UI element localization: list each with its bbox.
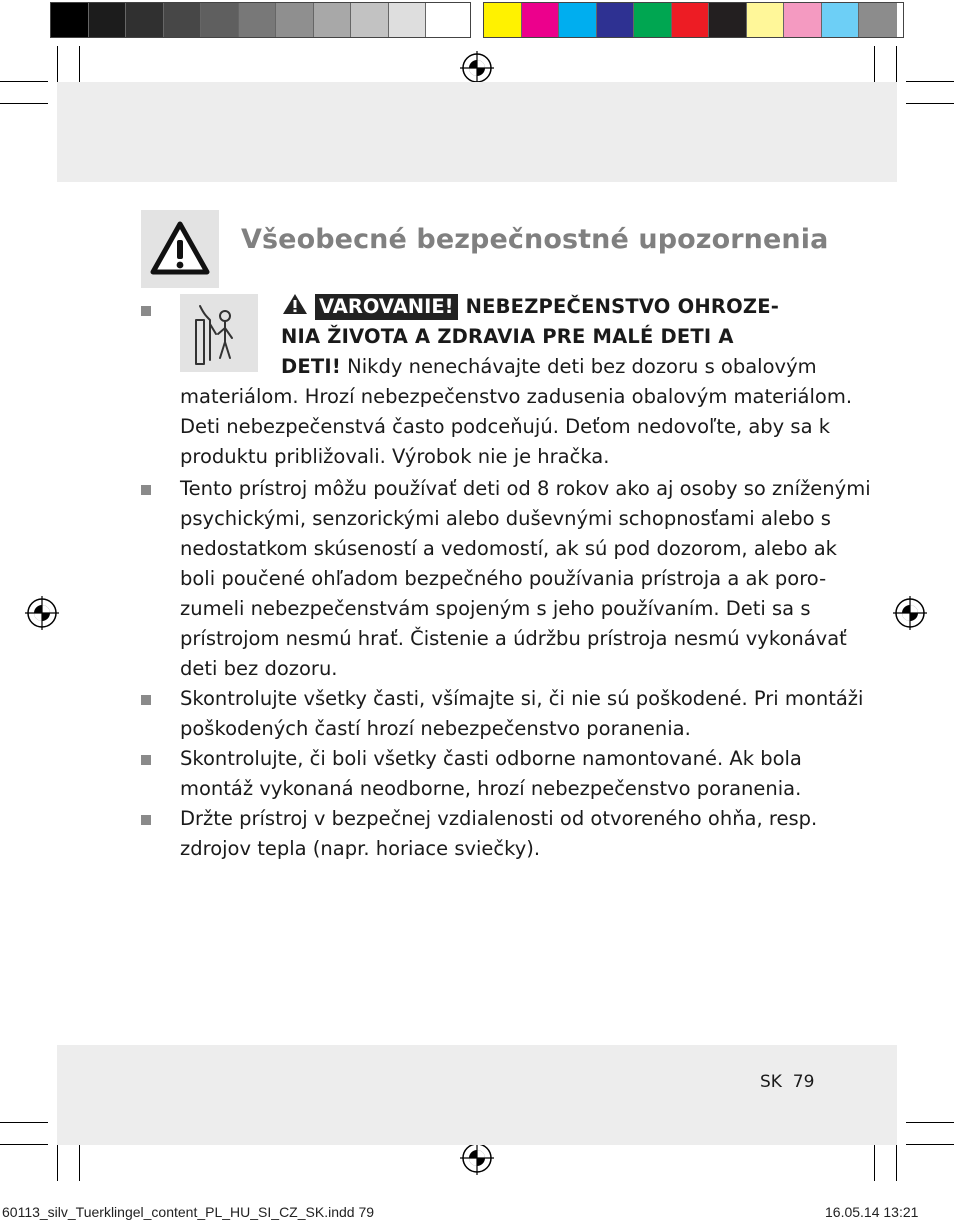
gray-swatch bbox=[164, 3, 202, 37]
gray-swatch bbox=[426, 3, 464, 37]
warning-small-icon bbox=[281, 292, 309, 316]
section-title: Všeobecné bezpečnostné upozornenia bbox=[241, 224, 829, 255]
color-swatch bbox=[709, 3, 747, 37]
registration-mark-icon bbox=[893, 596, 927, 630]
gray-swatch bbox=[51, 3, 89, 37]
warning-icon-box bbox=[141, 210, 219, 288]
warning-heading-text: NEBEZPEČENSTVO OHROZE- bbox=[465, 295, 780, 318]
color-swatch bbox=[747, 3, 785, 37]
gray-swatch bbox=[351, 3, 389, 37]
crop-mark bbox=[0, 81, 48, 82]
gray-swatch bbox=[314, 3, 352, 37]
page-number: 79 bbox=[792, 1072, 815, 1092]
bullet-marker bbox=[141, 815, 151, 825]
color-swatch bbox=[597, 3, 635, 37]
color-swatch bbox=[634, 3, 672, 37]
bullet-line: Držte prístroj v bezpečnej vzdialenosti od otvoreného ohňa, resp. bbox=[180, 807, 818, 830]
warning-heading-line: NIA ŽIVOTA A ZDRAVIA PRE MALÉ DETI A bbox=[281, 325, 734, 348]
crop-mark bbox=[896, 46, 897, 82]
bullet-line: nedostatkom skúseností a vedomostí, ak sú pod dozorom, alebo ak bbox=[180, 537, 837, 560]
crop-mark bbox=[0, 103, 48, 104]
bullet-line: Skontrolujte, či boli všetky časti odborne namontované. Ak bola bbox=[180, 747, 802, 770]
bullet-paragraph bbox=[180, 744, 830, 804]
color-swatch bbox=[859, 3, 897, 37]
color-swatch bbox=[822, 3, 860, 37]
bullet-line: zumeli nebezpečenstvám spojeným s jeho používaním. Deti sa s bbox=[180, 597, 811, 620]
crop-mark bbox=[0, 1144, 48, 1145]
crop-mark bbox=[57, 46, 58, 82]
registration-mark-icon bbox=[25, 596, 59, 630]
registration-mark-icon bbox=[460, 51, 494, 85]
color-swatch bbox=[484, 3, 522, 37]
warning-heading-text: DETI! bbox=[281, 355, 341, 378]
bullet-line: boli poučené ohľadom bezpečného používania prístroja a ak poro- bbox=[180, 567, 827, 590]
crop-mark bbox=[906, 1122, 954, 1123]
gray-swatch bbox=[389, 3, 427, 37]
gray-swatch bbox=[89, 3, 127, 37]
crop-mark bbox=[0, 1122, 48, 1123]
bullet-paragraph bbox=[180, 804, 830, 864]
crop-mark bbox=[896, 1145, 897, 1181]
language-code: SK bbox=[760, 1072, 782, 1092]
header-band bbox=[57, 82, 897, 182]
crop-mark bbox=[79, 46, 80, 82]
color-swatch bbox=[559, 3, 597, 37]
warning-text-line: materiálom. Hrozí nebezpečenstvo zadusenia obalovým materiálom. bbox=[180, 385, 853, 408]
gray-swatch bbox=[201, 3, 239, 37]
color-swatch bbox=[672, 3, 710, 37]
bullet-line: psychickými, senzorickými alebo duševnými schopnosťami alebo s bbox=[180, 507, 831, 530]
bullet-paragraph bbox=[180, 474, 871, 684]
gray-scale-bar bbox=[50, 2, 471, 38]
color-scale-bar bbox=[483, 2, 904, 38]
crop-mark bbox=[906, 1144, 954, 1145]
color-swatch bbox=[784, 3, 822, 37]
gray-swatch bbox=[276, 3, 314, 37]
crop-mark bbox=[874, 46, 875, 82]
bullet-line: Skontrolujte všetky časti, všímajte si, či nie sú poškodené. Pri montáži bbox=[180, 687, 864, 710]
warning-text: Nikdy nenechávajte deti bez dozoru s obalovým bbox=[340, 355, 817, 378]
footer-band bbox=[57, 1045, 897, 1145]
bullet-line: zdrojov tepla (napr. horiace sviečky). bbox=[180, 837, 541, 860]
warning-text-line: Deti nebezpečenstvá často podceňujú. Deťom nedovoľte, aby sa k bbox=[180, 415, 831, 438]
crop-mark bbox=[906, 81, 954, 82]
gray-swatch bbox=[126, 3, 164, 37]
bullet-marker bbox=[141, 485, 151, 495]
warning-text-line: produktu približovali. Výrobok nie je hračka. bbox=[180, 445, 610, 468]
crop-mark bbox=[57, 1145, 58, 1181]
gray-swatch bbox=[239, 3, 277, 37]
bullet-line: montáž vykonaná neodborne, hrozí nebezpečenstvo poranenia. bbox=[180, 777, 802, 800]
warning-triangle-icon bbox=[141, 210, 219, 288]
bullet-line: poškodených častí hrozí nebezpečenstvo poranenia. bbox=[180, 717, 691, 740]
bullet-marker bbox=[141, 306, 151, 316]
bullet-marker bbox=[141, 755, 151, 765]
bullet-paragraph bbox=[180, 684, 864, 744]
color-swatch bbox=[522, 3, 560, 37]
warning-paragraph bbox=[180, 292, 853, 472]
crop-mark bbox=[906, 103, 954, 104]
slug-date-info: 16.05.14 13:21 bbox=[825, 1204, 919, 1220]
page-footer bbox=[760, 1072, 814, 1092]
warning-label: VAROVANIE! bbox=[315, 294, 458, 320]
bullet-line: prístrojom nesmú hrať. Čistenie a údržbu prístroja nesmú vykonávať bbox=[180, 627, 847, 650]
crop-mark bbox=[874, 1145, 875, 1181]
registration-mark-icon bbox=[460, 1141, 494, 1175]
crop-mark bbox=[79, 1145, 80, 1181]
warning-heading-line bbox=[180, 292, 830, 322]
warning-text-line bbox=[180, 352, 830, 382]
bullet-line: Tento prístroj môžu používať deti od 8 rokov ako aj osoby so zníženými bbox=[180, 477, 871, 500]
slug-file-info: 60113_silv_Tuerklingel_content_PL_HU_SI_CZ_SK.indd 79 bbox=[2, 1204, 375, 1220]
bullet-line: deti bez dozoru. bbox=[180, 657, 338, 680]
bullet-marker bbox=[141, 695, 151, 705]
